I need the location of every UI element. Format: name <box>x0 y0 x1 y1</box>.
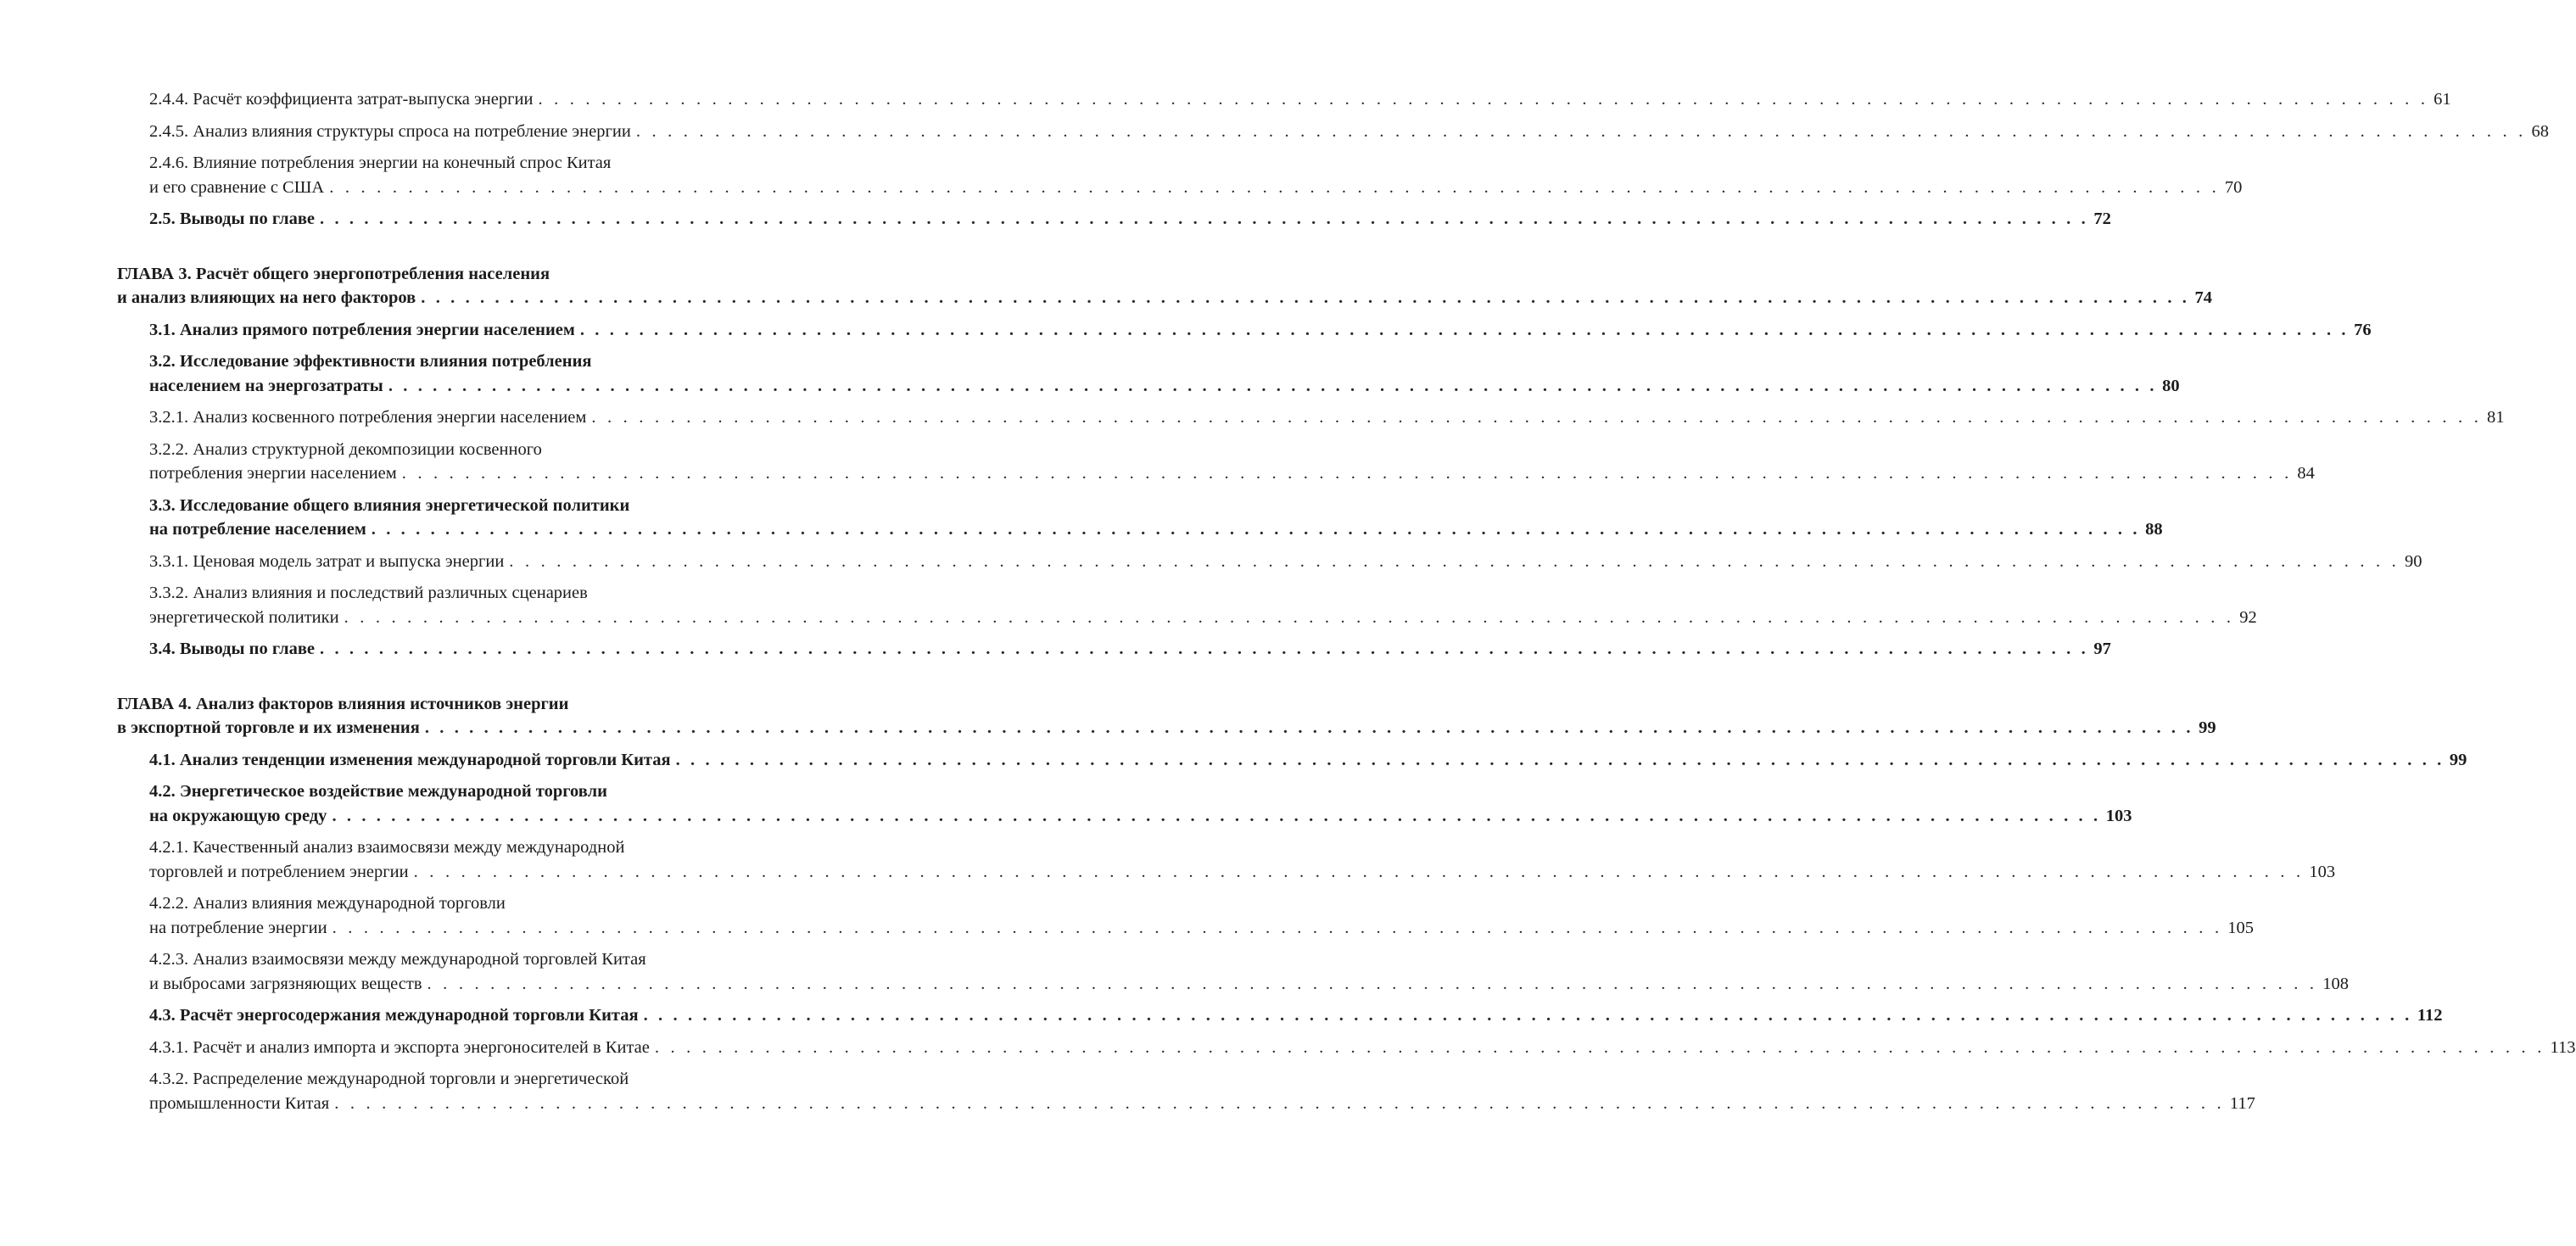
toc-entry-title-line: 4.3. Расчёт энергосодержания международной торговли Китая <box>149 1006 639 1025</box>
dot-leader: . . . . . . . . . . . . . . . . . . . . . . . . . . . . . . . . . . . . . . . . . . . . . . . . . . . . . . . . . . . . . . . . . . . . . . . . . . . . . . . . . . . . . . . . . . . . . . . . . . . . . . . . . . . . . . . . . . . . . . . . <box>635 121 2527 141</box>
toc-page-number: 108 <box>2322 974 2349 993</box>
toc-section-entry <box>149 494 2163 542</box>
toc-entry-title-line: 2.4.6. Влияние потребления энергии на конечный спрос Китая <box>149 154 612 172</box>
toc-section-entry <box>149 637 2111 662</box>
toc-entry-title-line: 4.2.2. Анализ влияния международной торговли <box>149 894 506 913</box>
toc-entry-last-line <box>117 716 2216 740</box>
toc-page-number: 99 <box>2199 718 2216 737</box>
toc-subsection-entry <box>149 405 2505 430</box>
dot-leader: . . . . . . . . . . . . . . . . . . . . . . . . . . . . . . . . . . . . . . . . . . . . . . . . . . . . . . . . . . . . . . . . . . . . . . . . . . . . . . . . . . . . . . . . . . . . . . . . . . . . . . . . . . . . . . . . . . . . . . . . <box>538 90 2429 109</box>
toc-page-number: 117 <box>2229 1093 2255 1113</box>
toc-section-entry <box>149 349 2180 398</box>
toc-entry-last-line <box>149 1092 2255 1116</box>
toc-entry-last-line <box>149 916 2255 941</box>
toc-entry-last-line <box>149 207 2111 232</box>
toc-entry-title-line: 3.3. Исследование общего влияния энергетической политики <box>149 495 630 515</box>
toc-section-entry <box>149 207 2111 232</box>
toc-entry-last-line <box>149 1003 2443 1028</box>
toc-entry-title-line: 4.3.2. Распределение международной торговли и энергетической <box>149 1070 629 1088</box>
toc-page-number: 112 <box>2417 1006 2443 1025</box>
toc-page-number: 80 <box>2162 376 2180 395</box>
dot-leader: . . . . . . . . . . . . . . . . . . . . . . . . . . . . . . . . . . . . . . . . . . . . . . . . . . . . . . . . . . . . . . . . . . . . . . . . . . . . . . . . . . . . . . . . . . . . . . . . . . . . . . . . . . . . . . . . . . . . . . . . <box>427 974 2318 993</box>
toc-entry-title-line: и выбросами загрязняющих веществ <box>149 974 422 993</box>
toc-entry-title-line: в экспортной торговле и их изменения <box>117 718 420 737</box>
toc-page-number: 90 <box>2404 551 2422 571</box>
dot-leader: . . . . . . . . . . . . . . . . . . . . . . . . . . . . . . . . . . . . . . . . . . . . . . . . . . . . . . . . . . . . . . . . . . . . . . . . . . . . . . . . . . . . . . . . . . . . . . . . . . . . . . . . . . . . . . . . . . . . . . . . <box>579 320 2350 339</box>
toc-page-number: 76 <box>2354 320 2372 339</box>
dot-leader: . . . . . . . . . . . . . . . . . . . . . . . . . . . . . . . . . . . . . . . . . . . . . . . . . . . . . . . . . . . . . . . . . . . . . . . . . . . . . . . . . . . . . . . . . . . . . . . . . . . . . . . . . . . . . . . . . . . . . . . . <box>509 551 2400 571</box>
toc-page-number: 103 <box>2309 862 2336 881</box>
toc-subsection-entry <box>149 550 2422 574</box>
toc-entry-last-line <box>149 972 2349 997</box>
toc-entry-title-line: и анализ влияющих на него факторов <box>117 288 416 307</box>
toc-entry-title-line: энергетической политики <box>149 607 339 627</box>
toc-section-entry <box>149 1003 2443 1028</box>
toc-subsection-entry <box>149 581 2257 629</box>
table-of-contents <box>0 87 2576 1115</box>
toc-chapter-entry <box>117 692 2216 740</box>
toc-section-entry <box>149 318 2372 343</box>
toc-entry-last-line <box>149 1036 2576 1060</box>
toc-entry-title-line: 3.3.1. Ценовая модель затрат и выпуска энергии <box>149 551 505 571</box>
toc-entry-last-line <box>149 517 2163 542</box>
dot-leader: . . . . . . . . . . . . . . . . . . . . . . . . . . . . . . . . . . . . . . . . . . . . . . . . . . . . . . . . . . . . . . . . . . . . . . . . . . . . . . . . . . . . . . . . . . . . . . . . . . . . . . . . . . . . . . . . . . . . . . . . <box>388 376 2158 395</box>
dot-leader: . . . . . . . . . . . . . . . . . . . . . . . . . . . . . . . . . . . . . . . . . . . . . . . . . . . . . . . . . . . . . . . . . . . . . . . . . . . . . . . . . . . . . . . . . . . . . . . . . . . . . . . . . . . . . . . . . . . . . . . . <box>320 640 2089 658</box>
toc-subsection-entry <box>149 120 2550 144</box>
toc-entry-title-line: ГЛАВА 3. Расчёт общего энергопотребления населения <box>117 264 550 283</box>
toc-entry-last-line <box>149 374 2180 399</box>
toc-entry-title-line: 2.4.5. Анализ влияния структуры спроса на потребление энергии <box>149 121 631 141</box>
toc-page-number: 103 <box>2105 806 2132 825</box>
toc-subsection-entry <box>149 1036 2576 1060</box>
toc-page-number: 72 <box>2093 210 2111 228</box>
toc-entry-title-line: 4.2.1. Качественный анализ взаимосвязи между международной <box>149 838 625 857</box>
toc-entry-last-line <box>149 318 2372 343</box>
toc-entry-title-line: на потребление населением <box>149 520 366 539</box>
toc-entry-last-line <box>149 860 2336 885</box>
toc-page-number: 61 <box>2434 90 2451 109</box>
toc-entry-last-line <box>149 120 2550 144</box>
dot-leader: . . . . . . . . . . . . . . . . . . . . . . . . . . . . . . . . . . . . . . . . . . . . . . . . . . . . . . . . . . . . . . . . . . . . . . . . . . . . . . . . . . . . . . . . . . . . . . . . . . . . . . . . . . . . . . . . . . . . . . . . <box>421 288 2190 307</box>
toc-entry-title-line: 3.2. Исследование эффективности влияния потребления <box>149 352 592 371</box>
toc-entry-title-line: 3.3.2. Анализ влияния и последствий различных сценариев <box>149 584 588 602</box>
dot-leader: . . . . . . . . . . . . . . . . . . . . . . . . . . . . . . . . . . . . . . . . . . . . . . . . . . . . . . . . . . . . . . . . . . . . . . . . . . . . . . . . . . . . . . . . . . . . . . . . . . . . . . . . . . . . . . . . . . . . . . . . <box>424 718 2194 737</box>
toc-entry-last-line <box>149 804 2132 829</box>
toc-entry-last-line <box>149 461 2315 486</box>
toc-subsection-entry <box>149 891 2255 940</box>
toc-page-number: 92 <box>2239 607 2257 627</box>
dot-leader: . . . . . . . . . . . . . . . . . . . . . . . . . . . . . . . . . . . . . . . . . . . . . . . . . . . . . . . . . . . . . . . . . . . . . . . . . . . . . . . . . . . . . . . . . . . . . . . . . . . . . . . . . . . . . . . . . . . . . . . . <box>401 464 2293 483</box>
toc-entry-title-line: 4.3.1. Расчёт и анализ импорта и экспорта энергоносителей в Китае <box>149 1037 650 1057</box>
toc-chapter-entry <box>117 262 2213 310</box>
toc-page-number: 84 <box>2297 464 2315 483</box>
toc-subsection-entry <box>149 87 2451 112</box>
toc-entry-last-line <box>149 637 2111 662</box>
toc-entry-title-line: 4.1. Анализ тенденции изменения международной торговли Китая <box>149 750 671 769</box>
dot-leader: . . . . . . . . . . . . . . . . . . . . . . . . . . . . . . . . . . . . . . . . . . . . . . . . . . . . . . . . . . . . . . . . . . . . . . . . . . . . . . . . . . . . . . . . . . . . . . . . . . . . . . . . . . . . . . . . . . . . . . . . <box>413 862 2305 881</box>
toc-entry-title-line: 2.5. Выводы по главе <box>149 210 316 228</box>
dot-leader: . . . . . . . . . . . . . . . . . . . . . . . . . . . . . . . . . . . . . . . . . . . . . . . . . . . . . . . . . . . . . . . . . . . . . . . . . . . . . . . . . . . . . . . . . . . . . . . . . . . . . . . . . . . . . . . . . . . . . . . . <box>344 607 2235 627</box>
toc-entry-last-line <box>149 748 2467 773</box>
toc-page-number: 68 <box>2531 121 2550 141</box>
toc-entry-last-line <box>149 606 2257 630</box>
toc-entry-title-line: 3.2.1. Анализ косвенного потребления энергии населением <box>149 408 587 427</box>
dot-leader: . . . . . . . . . . . . . . . . . . . . . . . . . . . . . . . . . . . . . . . . . . . . . . . . . . . . . . . . . . . . . . . . . . . . . . . . . . . . . . . . . . . . . . . . . . . . . . . . . . . . . . . . . . . . . . . . . . . . . . . . <box>643 1006 2412 1025</box>
toc-subsection-entry <box>149 835 2336 884</box>
toc-subsection-entry <box>149 947 2349 996</box>
toc-entry-title-line: 3.4. Выводы по главе <box>149 640 316 658</box>
toc-page-number: 70 <box>2224 177 2243 197</box>
dot-leader: . . . . . . . . . . . . . . . . . . . . . . . . . . . . . . . . . . . . . . . . . . . . . . . . . . . . . . . . . . . . . . . . . . . . . . . . . . . . . . . . . . . . . . . . . . . . . . . . . . . . . . . . . . . . . . . . . . . . . . . . <box>371 520 2141 539</box>
toc-section-entry <box>149 779 2132 828</box>
toc-page-number: 88 <box>2145 520 2163 539</box>
toc-entry-title-line: 4.2.3. Анализ взаимосвязи между международной торговлей Китая <box>149 950 646 969</box>
toc-subsection-entry <box>149 1067 2255 1115</box>
toc-subsection-entry <box>149 151 2243 199</box>
toc-entry-title-line: и его сравнение с США <box>149 177 325 197</box>
toc-entry-title-line: промышленности Китая <box>149 1093 330 1113</box>
toc-page-number: 81 <box>2487 408 2505 427</box>
dot-leader: . . . . . . . . . . . . . . . . . . . . . . . . . . . . . . . . . . . . . . . . . . . . . . . . . . . . . . . . . . . . . . . . . . . . . . . . . . . . . . . . . . . . . . . . . . . . . . . . . . . . . . . . . . . . . . . . . . . . . . . . <box>320 210 2089 228</box>
toc-page-number: 105 <box>2227 918 2255 937</box>
toc-page-number: 74 <box>2194 288 2213 307</box>
toc-page-number: 99 <box>2449 750 2467 769</box>
dot-leader: . . . . . . . . . . . . . . . . . . . . . . . . . . . . . . . . . . . . . . . . . . . . . . . . . . . . . . . . . . . . . . . . . . . . . . . . . . . . . . . . . . . . . . . . . . . . . . . . . . . . . . . . . . . . . . . . . . . . . . . . <box>654 1037 2545 1057</box>
dot-leader: . . . . . . . . . . . . . . . . . . . . . . . . . . . . . . . . . . . . . . . . . . . . . . . . . . . . . . . . . . . . . . . . . . . . . . . . . . . . . . . . . . . . . . . . . . . . . . . . . . . . . . . . . . . . . . . . . . . . . . . . <box>591 408 2483 427</box>
toc-page-number: 113 <box>2550 1037 2576 1057</box>
toc-entry-title-line: 3.1. Анализ прямого потребления энергии населением <box>149 320 575 339</box>
toc-entry-last-line <box>149 405 2505 430</box>
toc-entry-title-line: на окружающую среду <box>149 806 327 825</box>
toc-entry-last-line <box>149 550 2422 574</box>
toc-section-entry <box>149 748 2467 773</box>
toc-entry-title-line: торговлей и потреблением энергии <box>149 862 409 881</box>
toc-entry-title-line: потребления энергии населением <box>149 464 397 483</box>
toc-entry-title-line: ГЛАВА 4. Анализ факторов влияния источников энергии <box>117 694 569 713</box>
dot-leader: . . . . . . . . . . . . . . . . . . . . . . . . . . . . . . . . . . . . . . . . . . . . . . . . . . . . . . . . . . . . . . . . . . . . . . . . . . . . . . . . . . . . . . . . . . . . . . . . . . . . . . . . . . . . . . . . . . . . . . . . <box>329 177 2220 197</box>
dot-leader: . . . . . . . . . . . . . . . . . . . . . . . . . . . . . . . . . . . . . . . . . . . . . . . . . . . . . . . . . . . . . . . . . . . . . . . . . . . . . . . . . . . . . . . . . . . . . . . . . . . . . . . . . . . . . . . . . . . . . . . . <box>675 750 2445 769</box>
toc-subsection-entry <box>149 438 2315 486</box>
toc-entry-title-line: населением на энергозатраты <box>149 376 383 395</box>
toc-entry-title-line: на потребление энергии <box>149 918 327 937</box>
toc-entry-last-line <box>117 286 2213 310</box>
dot-leader: . . . . . . . . . . . . . . . . . . . . . . . . . . . . . . . . . . . . . . . . . . . . . . . . . . . . . . . . . . . . . . . . . . . . . . . . . . . . . . . . . . . . . . . . . . . . . . . . . . . . . . . . . . . . . . . . . . . . . . . . <box>332 918 2223 937</box>
toc-entry-title-line: 3.2.2. Анализ структурной декомпозиции косвенного <box>149 439 542 459</box>
toc-entry-last-line <box>149 176 2243 200</box>
dot-leader: . . . . . . . . . . . . . . . . . . . . . . . . . . . . . . . . . . . . . . . . . . . . . . . . . . . . . . . . . . . . . . . . . . . . . . . . . . . . . . . . . . . . . . . . . . . . . . . . . . . . . . . . . . . . . . . . . . . . . . . . <box>332 806 2101 825</box>
toc-entry-last-line <box>149 87 2451 112</box>
toc-entry-title-line: 4.2. Энергетическое воздействие международной торговли <box>149 782 607 801</box>
dot-leader: . . . . . . . . . . . . . . . . . . . . . . . . . . . . . . . . . . . . . . . . . . . . . . . . . . . . . . . . . . . . . . . . . . . . . . . . . . . . . . . . . . . . . . . . . . . . . . . . . . . . . . . . . . . . . . . . . . . . . . . . <box>334 1093 2225 1113</box>
toc-page-number: 97 <box>2093 640 2111 658</box>
toc-entry-title-line: 2.4.4. Расчёт коэффициента затрат-выпуска энергии <box>149 90 534 109</box>
